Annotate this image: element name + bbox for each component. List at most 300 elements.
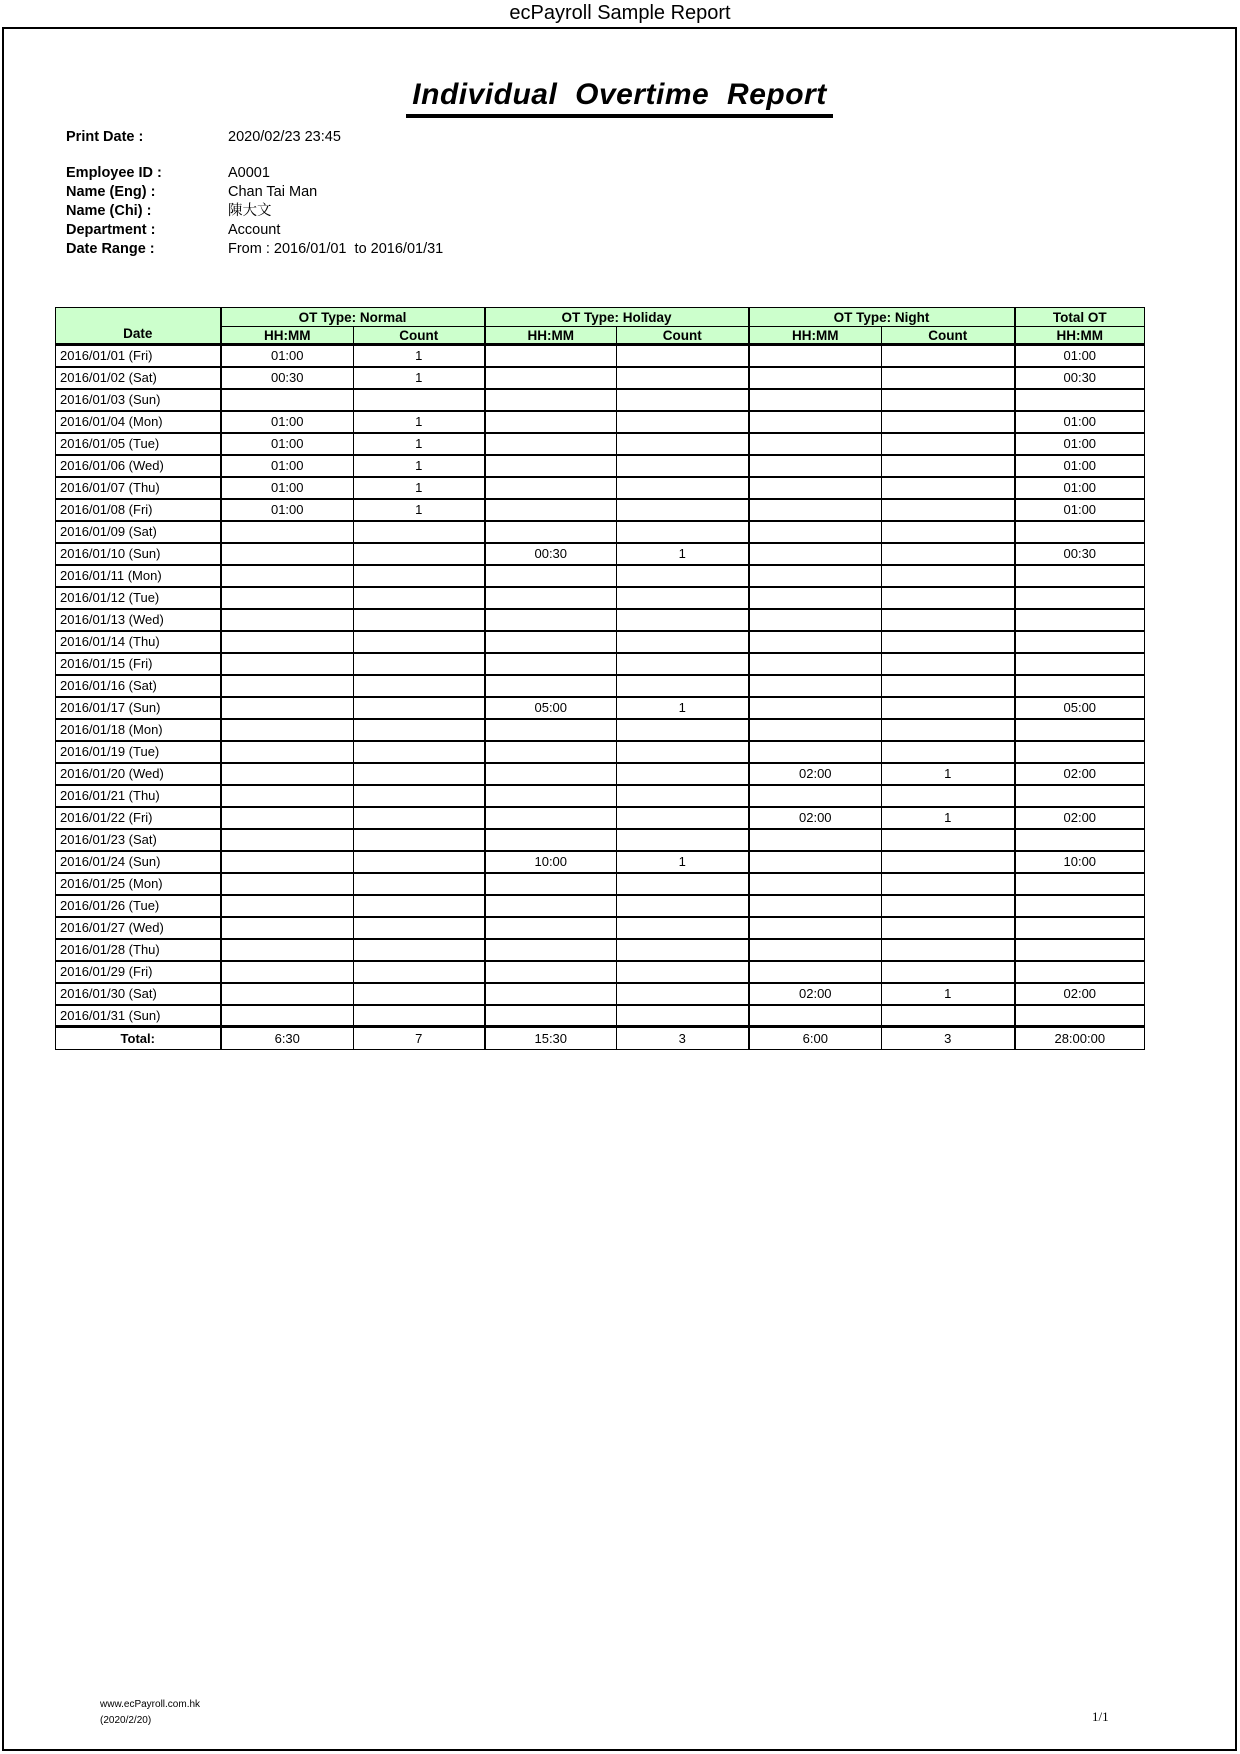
holiday-hhmm-header: HH:MM xyxy=(485,327,617,345)
night-hhmm-cell xyxy=(749,477,882,499)
holiday-hhmm-cell: 05:00 xyxy=(485,697,617,719)
holiday-hhmm-cell xyxy=(485,477,617,499)
night-hhmm-cell xyxy=(749,389,882,411)
holiday-hhmm-cell xyxy=(485,763,617,785)
date-cell: 2016/01/16 (Sat) xyxy=(56,675,221,697)
normal-count-cell xyxy=(354,807,485,829)
table-row xyxy=(56,807,1145,829)
table-row xyxy=(56,389,1145,411)
holiday-count-cell xyxy=(617,719,749,741)
holiday-count-cell xyxy=(617,653,749,675)
info-row-date-range xyxy=(66,240,443,259)
table-row xyxy=(56,829,1145,851)
normal-count-cell: 1 xyxy=(354,477,485,499)
total-row xyxy=(56,1027,1145,1050)
holiday-hhmm-cell xyxy=(485,455,617,477)
table-row xyxy=(56,455,1145,477)
night-hhmm-cell xyxy=(749,609,882,631)
total-label-cell: Total: xyxy=(56,1027,221,1050)
total-ot-cell xyxy=(1015,741,1145,763)
night-hhmm-cell xyxy=(749,433,882,455)
night-count-cell xyxy=(882,675,1015,697)
name-eng-value: Chan Tai Man xyxy=(228,184,318,200)
night-hhmm-cell xyxy=(749,455,882,477)
night-count-cell xyxy=(882,367,1015,389)
holiday-count-cell xyxy=(617,433,749,455)
table-row xyxy=(56,609,1145,631)
table-row xyxy=(56,961,1145,983)
table-total-row xyxy=(56,1027,1145,1050)
report-title xyxy=(4,78,1235,118)
total-ot-cell xyxy=(1015,587,1145,609)
holiday-count-cell xyxy=(617,807,749,829)
page-border xyxy=(2,27,1237,1751)
night-hhmm-cell xyxy=(749,1005,882,1027)
total-ot-cell xyxy=(1015,389,1145,411)
holiday-hhmm-cell xyxy=(485,829,617,851)
date-cell: 2016/01/04 (Mon) xyxy=(56,411,221,433)
normal-count-cell: 1 xyxy=(354,411,485,433)
table-row xyxy=(56,851,1145,873)
holiday-count-cell: 1 xyxy=(617,543,749,565)
holiday-count-cell xyxy=(617,411,749,433)
total-ot-sum-cell: 28:00:00 xyxy=(1015,1027,1145,1050)
total-ot-cell: 01:00 xyxy=(1015,433,1145,455)
date-cell: 2016/01/03 (Sun) xyxy=(56,389,221,411)
holiday-count-cell xyxy=(617,367,749,389)
normal-count-cell: 1 xyxy=(354,345,485,367)
night-count-cell xyxy=(882,785,1015,807)
table-row xyxy=(56,345,1145,367)
holiday-hhmm-cell xyxy=(485,895,617,917)
total-ot-cell: 00:30 xyxy=(1015,367,1145,389)
table-row xyxy=(56,741,1145,763)
holiday-count-cell xyxy=(617,587,749,609)
holiday-hhmm-cell: 10:00 xyxy=(485,851,617,873)
normal-hhmm-cell xyxy=(221,565,354,587)
date-cell: 2016/01/21 (Thu) xyxy=(56,785,221,807)
normal-count-cell xyxy=(354,873,485,895)
holiday-count-cell xyxy=(617,345,749,367)
night-count-cell xyxy=(882,653,1015,675)
normal-hhmm-cell xyxy=(221,763,354,785)
normal-count-cell xyxy=(354,917,485,939)
holiday-hhmm-cell xyxy=(485,961,617,983)
normal-count-cell xyxy=(354,741,485,763)
night-count-cell: 1 xyxy=(882,807,1015,829)
normal-count-cell xyxy=(354,565,485,587)
table-row xyxy=(56,719,1145,741)
night-hhmm-cell xyxy=(749,829,882,851)
holiday-count-cell xyxy=(617,895,749,917)
night-hhmm-cell xyxy=(749,345,882,367)
department-value: Account xyxy=(228,222,281,238)
table-row xyxy=(56,653,1145,675)
night-count-cell xyxy=(882,433,1015,455)
table-row xyxy=(56,411,1145,433)
date-cell: 2016/01/02 (Sat) xyxy=(56,367,221,389)
night-count-cell xyxy=(882,543,1015,565)
holiday-count-cell xyxy=(617,741,749,763)
night-hhmm-cell: 02:00 xyxy=(749,983,882,1005)
holiday-count-cell xyxy=(617,631,749,653)
normal-count-cell xyxy=(354,763,485,785)
normal-hhmm-cell xyxy=(221,829,354,851)
normal-hhmm-cell xyxy=(221,609,354,631)
total-ot-cell xyxy=(1015,895,1145,917)
night-count-cell xyxy=(882,873,1015,895)
holiday-count-cell xyxy=(617,939,749,961)
table-row xyxy=(56,477,1145,499)
table-header xyxy=(56,308,1145,345)
date-cell: 2016/01/08 (Fri) xyxy=(56,499,221,521)
total-ot-cell: 02:00 xyxy=(1015,807,1145,829)
night-count-cell xyxy=(882,389,1015,411)
date-cell: 2016/01/20 (Wed) xyxy=(56,763,221,785)
holiday-hhmm-cell xyxy=(485,873,617,895)
normal-count-cell xyxy=(354,983,485,1005)
holiday-hhmm-cell xyxy=(485,345,617,367)
holiday-hhmm-cell xyxy=(485,807,617,829)
normal-hhmm-cell xyxy=(221,873,354,895)
total-night-count-cell: 3 xyxy=(882,1027,1015,1050)
date-cell: 2016/01/05 (Tue) xyxy=(56,433,221,455)
normal-count-cell xyxy=(354,1005,485,1027)
table-row xyxy=(56,543,1145,565)
night-hhmm-cell xyxy=(749,367,882,389)
normal-hhmm-cell xyxy=(221,851,354,873)
night-count-cell xyxy=(882,895,1015,917)
holiday-hhmm-cell xyxy=(485,499,617,521)
date-cell: 2016/01/14 (Thu) xyxy=(56,631,221,653)
holiday-count-cell xyxy=(617,499,749,521)
holiday-count-cell xyxy=(617,565,749,587)
night-count-cell xyxy=(882,477,1015,499)
normal-hhmm-cell xyxy=(221,719,354,741)
name-chi-value: 陳大文 xyxy=(228,203,272,219)
table-row xyxy=(56,521,1145,543)
date-cell: 2016/01/17 (Sun) xyxy=(56,697,221,719)
table-row xyxy=(56,367,1145,389)
night-hhmm-cell xyxy=(749,565,882,587)
date-cell: 2016/01/27 (Wed) xyxy=(56,917,221,939)
night-hhmm-cell xyxy=(749,895,882,917)
date-cell: 2016/01/25 (Mon) xyxy=(56,873,221,895)
night-hhmm-cell xyxy=(749,697,882,719)
night-count-cell xyxy=(882,697,1015,719)
normal-count-cell: 1 xyxy=(354,455,485,477)
night-count-header: Count xyxy=(882,327,1015,345)
table-row xyxy=(56,433,1145,455)
total-ot-cell xyxy=(1015,675,1145,697)
normal-count-cell xyxy=(354,961,485,983)
night-hhmm-header: HH:MM xyxy=(749,327,882,345)
holiday-count-cell xyxy=(617,785,749,807)
info-row-print-date xyxy=(66,128,443,147)
night-count-cell xyxy=(882,631,1015,653)
holiday-hhmm-cell xyxy=(485,389,617,411)
normal-count-cell xyxy=(354,851,485,873)
night-hhmm-cell xyxy=(749,961,882,983)
holiday-hhmm-cell xyxy=(485,521,617,543)
holiday-count-header: Count xyxy=(617,327,749,345)
employee-id-label: Employee ID : xyxy=(66,165,162,181)
footer-left xyxy=(100,1697,200,1729)
holiday-count-cell xyxy=(617,917,749,939)
table-row xyxy=(56,763,1145,785)
normal-count-cell xyxy=(354,389,485,411)
normal-hhmm-cell xyxy=(221,741,354,763)
date-cell: 2016/01/26 (Tue) xyxy=(56,895,221,917)
normal-hhmm-cell: 00:30 xyxy=(221,367,354,389)
normal-hhmm-cell: 01:00 xyxy=(221,411,354,433)
date-cell: 2016/01/10 (Sun) xyxy=(56,543,221,565)
normal-count-cell: 1 xyxy=(354,367,485,389)
total-ot-cell: 05:00 xyxy=(1015,697,1145,719)
table-row xyxy=(56,785,1145,807)
normal-hhmm-cell xyxy=(221,983,354,1005)
info-row-employee-id xyxy=(66,164,443,183)
holiday-count-cell: 1 xyxy=(617,697,749,719)
table-body xyxy=(56,345,1145,1027)
holiday-hhmm-cell xyxy=(485,631,617,653)
table-row xyxy=(56,499,1145,521)
table-row xyxy=(56,873,1145,895)
normal-hhmm-cell xyxy=(221,587,354,609)
holiday-hhmm-cell xyxy=(485,741,617,763)
holiday-count-cell xyxy=(617,983,749,1005)
holiday-hhmm-cell xyxy=(485,433,617,455)
date-cell: 2016/01/07 (Thu) xyxy=(56,477,221,499)
total-ot-cell: 01:00 xyxy=(1015,455,1145,477)
info-row-name-chi xyxy=(66,202,443,221)
table-row xyxy=(56,983,1145,1005)
table-row xyxy=(56,675,1145,697)
normal-count-cell xyxy=(354,719,485,741)
night-count-cell xyxy=(882,609,1015,631)
date-cell: 2016/01/31 (Sun) xyxy=(56,1005,221,1027)
night-count-cell xyxy=(882,719,1015,741)
date-cell: 2016/01/30 (Sat) xyxy=(56,983,221,1005)
night-count-cell xyxy=(882,741,1015,763)
holiday-hhmm-cell xyxy=(485,609,617,631)
total-ot-cell xyxy=(1015,785,1145,807)
night-hhmm-cell xyxy=(749,543,882,565)
table-row xyxy=(56,917,1145,939)
date-cell: 2016/01/19 (Tue) xyxy=(56,741,221,763)
holiday-hhmm-cell xyxy=(485,565,617,587)
normal-hhmm-cell: 01:00 xyxy=(221,345,354,367)
total-ot-cell xyxy=(1015,653,1145,675)
holiday-hhmm-cell: 00:30 xyxy=(485,543,617,565)
header-group-row xyxy=(56,308,1145,327)
total-ot-cell xyxy=(1015,873,1145,895)
total-holiday-count-cell: 3 xyxy=(617,1027,749,1050)
date-cell: 2016/01/24 (Sun) xyxy=(56,851,221,873)
total-ot-group-header: Total OT xyxy=(1015,308,1145,327)
night-count-cell xyxy=(882,521,1015,543)
night-hhmm-cell xyxy=(749,873,882,895)
date-cell: 2016/01/22 (Fri) xyxy=(56,807,221,829)
night-hhmm-cell xyxy=(749,741,882,763)
normal-hhmm-cell xyxy=(221,631,354,653)
night-hhmm-cell xyxy=(749,851,882,873)
normal-hhmm-cell xyxy=(221,807,354,829)
holiday-count-cell xyxy=(617,961,749,983)
night-count-cell xyxy=(882,961,1015,983)
holiday-hhmm-cell xyxy=(485,917,617,939)
normal-count-cell xyxy=(354,895,485,917)
total-ot-cell: 00:30 xyxy=(1015,543,1145,565)
night-count-cell xyxy=(882,851,1015,873)
total-ot-cell: 10:00 xyxy=(1015,851,1145,873)
normal-hhmm-cell xyxy=(221,961,354,983)
holiday-count-cell xyxy=(617,609,749,631)
date-cell: 2016/01/15 (Fri) xyxy=(56,653,221,675)
holiday-hhmm-cell xyxy=(485,587,617,609)
info-row-department xyxy=(66,221,443,240)
night-hhmm-cell: 02:00 xyxy=(749,763,882,785)
total-ot-cell: 01:00 xyxy=(1015,477,1145,499)
normal-hhmm-cell xyxy=(221,543,354,565)
total-normal-count-cell: 7 xyxy=(354,1027,485,1050)
night-count-cell: 1 xyxy=(882,763,1015,785)
holiday-count-cell xyxy=(617,521,749,543)
total-ot-cell: 02:00 xyxy=(1015,763,1145,785)
normal-hhmm-cell: 01:00 xyxy=(221,433,354,455)
date-range-label: Date Range : xyxy=(66,241,155,257)
night-hhmm-cell: 02:00 xyxy=(749,807,882,829)
normal-count-cell xyxy=(354,675,485,697)
normal-hhmm-cell: 01:00 xyxy=(221,499,354,521)
normal-count-cell: 1 xyxy=(354,499,485,521)
night-hhmm-cell xyxy=(749,499,882,521)
holiday-count-cell xyxy=(617,763,749,785)
night-hhmm-cell xyxy=(749,653,882,675)
normal-hhmm-cell xyxy=(221,521,354,543)
holiday-hhmm-cell xyxy=(485,411,617,433)
normal-hhmm-cell: 01:00 xyxy=(221,455,354,477)
total-ot-cell xyxy=(1015,939,1145,961)
holiday-hhmm-cell xyxy=(485,675,617,697)
holiday-count-cell xyxy=(617,873,749,895)
normal-hhmm-cell xyxy=(221,653,354,675)
holiday-hhmm-cell xyxy=(485,367,617,389)
normal-count-header: Count xyxy=(354,327,485,345)
name-eng-label: Name (Eng) : xyxy=(66,184,156,200)
date-cell: 2016/01/29 (Fri) xyxy=(56,961,221,983)
holiday-hhmm-cell xyxy=(485,939,617,961)
footer-revision-date: (2020/2/20) xyxy=(100,1715,152,1726)
total-normal-hhmm-cell: 6:30 xyxy=(221,1027,354,1050)
date-cell: 2016/01/18 (Mon) xyxy=(56,719,221,741)
holiday-count-cell: 1 xyxy=(617,851,749,873)
normal-hhmm-cell xyxy=(221,389,354,411)
night-hhmm-cell xyxy=(749,939,882,961)
employee-id-value: A0001 xyxy=(228,165,270,181)
document-title: ecPayroll Sample Report xyxy=(509,2,731,24)
normal-count-cell xyxy=(354,697,485,719)
total-hhmm-header: HH:MM xyxy=(1015,327,1145,345)
normal-hhmm-header: HH:MM xyxy=(221,327,354,345)
normal-count-cell xyxy=(354,587,485,609)
night-hhmm-cell xyxy=(749,587,882,609)
ot-holiday-group-header: OT Type: Holiday xyxy=(485,308,749,327)
normal-hhmm-cell xyxy=(221,675,354,697)
table-row xyxy=(56,939,1145,961)
night-hhmm-cell xyxy=(749,521,882,543)
holiday-hhmm-cell xyxy=(485,653,617,675)
night-count-cell xyxy=(882,917,1015,939)
table-row xyxy=(56,895,1145,917)
night-hhmm-cell xyxy=(749,411,882,433)
total-ot-cell xyxy=(1015,1005,1145,1027)
normal-count-cell xyxy=(354,653,485,675)
normal-hhmm-cell xyxy=(221,917,354,939)
normal-hhmm-cell xyxy=(221,1005,354,1027)
night-hhmm-cell xyxy=(749,785,882,807)
normal-count-cell: 1 xyxy=(354,433,485,455)
normal-count-cell xyxy=(354,631,485,653)
holiday-count-cell xyxy=(617,477,749,499)
total-ot-cell xyxy=(1015,829,1145,851)
date-cell: 2016/01/11 (Mon) xyxy=(56,565,221,587)
normal-hhmm-cell xyxy=(221,895,354,917)
night-count-cell: 1 xyxy=(882,983,1015,1005)
night-count-cell xyxy=(882,565,1015,587)
department-label: Department : xyxy=(66,222,156,238)
holiday-count-cell xyxy=(617,389,749,411)
holiday-count-cell xyxy=(617,675,749,697)
date-column-header: Date xyxy=(56,308,221,345)
info-row-name-eng xyxy=(66,183,443,202)
holiday-count-cell xyxy=(617,455,749,477)
date-cell: 2016/01/06 (Wed) xyxy=(56,455,221,477)
total-holiday-hhmm-cell: 15:30 xyxy=(485,1027,617,1050)
normal-count-cell xyxy=(354,939,485,961)
holiday-hhmm-cell xyxy=(485,785,617,807)
print-date-label: Print Date : xyxy=(66,129,144,145)
night-hhmm-cell xyxy=(749,719,882,741)
holiday-count-cell xyxy=(617,829,749,851)
normal-hhmm-cell: 01:00 xyxy=(221,477,354,499)
night-hhmm-cell xyxy=(749,631,882,653)
date-cell: 2016/01/13 (Wed) xyxy=(56,609,221,631)
footer-website: www.ecPayroll.com.hk xyxy=(100,1699,201,1710)
date-cell: 2016/01/28 (Thu) xyxy=(56,939,221,961)
total-ot-cell: 01:00 xyxy=(1015,411,1145,433)
total-ot-cell xyxy=(1015,917,1145,939)
night-hhmm-cell xyxy=(749,675,882,697)
night-count-cell xyxy=(882,411,1015,433)
night-count-cell xyxy=(882,455,1015,477)
date-cell: 2016/01/09 (Sat) xyxy=(56,521,221,543)
normal-hhmm-cell xyxy=(221,697,354,719)
total-ot-cell xyxy=(1015,521,1145,543)
total-night-hhmm-cell: 6:00 xyxy=(749,1027,882,1050)
normal-hhmm-cell xyxy=(221,785,354,807)
total-ot-cell xyxy=(1015,565,1145,587)
holiday-hhmm-cell xyxy=(485,983,617,1005)
holiday-count-cell xyxy=(617,1005,749,1027)
total-ot-cell xyxy=(1015,961,1145,983)
ot-normal-group-header: OT Type: Normal xyxy=(221,308,485,327)
table-row xyxy=(56,631,1145,653)
night-count-cell xyxy=(882,829,1015,851)
date-cell: 2016/01/12 (Tue) xyxy=(56,587,221,609)
name-chi-label: Name (Chi) : xyxy=(66,203,152,219)
night-count-cell xyxy=(882,587,1015,609)
